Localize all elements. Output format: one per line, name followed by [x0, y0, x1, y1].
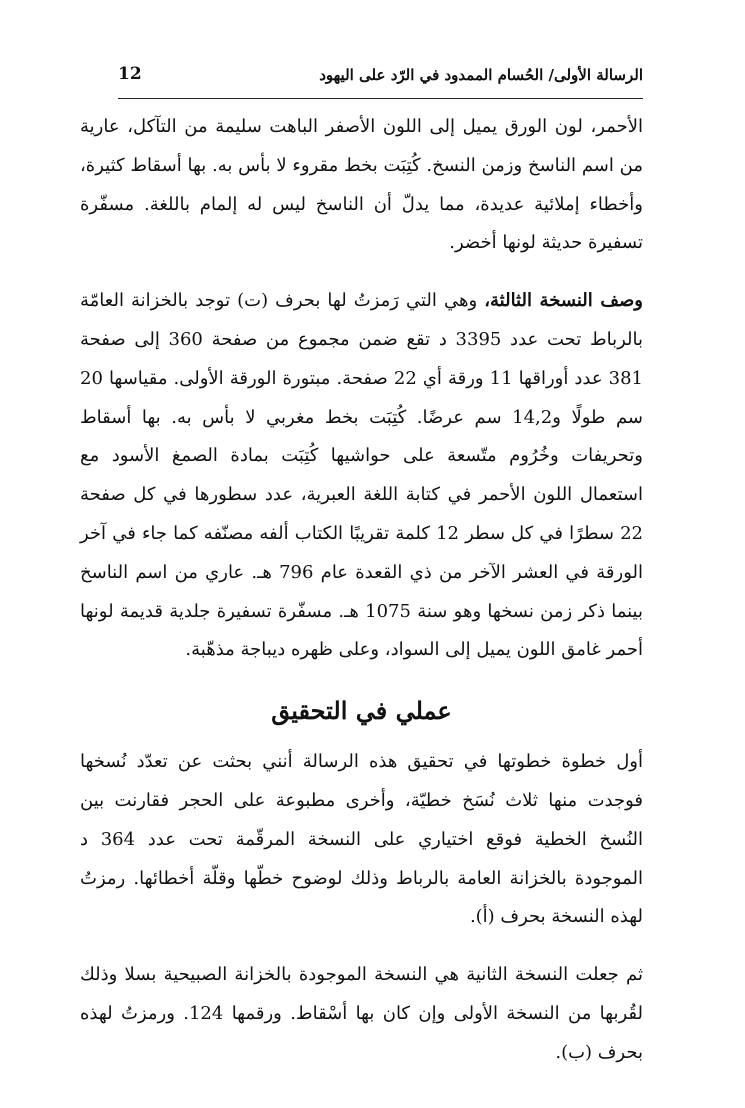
- page-number: 12: [118, 64, 142, 84]
- running-header: [118, 56, 643, 99]
- paragraph-3: أول خطوة خطوتها في تحقيق هذه الرسالة أنني بحثت عن تعدّد نُسخها فوجدت منها ثلاث نُسَخ خطيّة، وأخرى مطبوعة على الحجر فقارنت بين النُسخ الخطية فوقع اختياري على النسخة المرقّمة تحت عدد 364 د الموجودة بالخزانة العامة بالرباط وذلك لوضوح خطّها وقلّة أخطائها. رمزتُ لهذه النسخة بحرف (أ).: [80, 751, 643, 928]
- paragraph-2: [80, 282, 643, 670]
- page-body: [80, 108, 643, 1073]
- paragraph-1: الأحمر، لون الورق يميل إلى اللون الأصفر الباهت سليمة من التآكل، عارية من اسم الناسخ وزمن النسخ. كُتِبَت بخط مقروء لا بأس به. بها أسقاط كثيرة، وأخطاء إملائية عديدة، مما يدلّ أن الناسخ ليس له إلمام باللغة. مسفّرة تسفيرة حديثة لونها أخضر.: [80, 116, 643, 254]
- header-title: الرسالة الأولى/ الحُسام الممدود في الرّد على اليهود: [319, 66, 643, 84]
- paragraph-2-lead: وصف النسخة الثالثة،: [484, 290, 643, 312]
- section-heading: عملي في التحقيق: [271, 696, 452, 726]
- paragraph-2-text: وهي التي رَمزتُ لها بحرف (ت) توجد بالخزانة العامّة بالرباط تحت عدد 3395 د تقع ضمن مجموع من صفحة 360 إلى صفحة 381 عدد أوراقها 11 ورقة أي 22 صفحة. مبتورة الورقة الأولى. مقياسها 20 سم طولًا و14,2 سم عرضًا. كُتِبَت بخط مغربي لا بأس به. بها أسقاط وتحريفات وخُرُوم متّسعة على حواشيها كُتِبَت بمادة الصمغ الأسود مع استعمال اللون الأحمر في كتابة اللغة العبرية، عدد سطورها في كل صفحة 22 سطرًا في كل سطر 12 كلمة تقريبًا الكتاب ألفه مصنّفه كما جاء في آخر الورقة في العشر الآخر من ذي القعدة عام 796 هـ. عاري من اسم الناسخ بينما ذكر زمن نسخها وهو سنة 1075 هـ. مسفّرة تسفيرة جلدية قديمة لونها أحمر غامق اللون يميل إلى السواد، وعلى ظهره ديباجة مذهّبة.: [80, 290, 644, 661]
- paragraph-4: ثم جعلت النسخة الثانية هي النسخة الموجودة بالخزانة الصبيحية بسلا وذلك لقُربها من النسخة الأولى وإن كان بها أسْقاط. ورقمها 124. ورمزتُ لهذه بحرف (ب).: [80, 964, 643, 1063]
